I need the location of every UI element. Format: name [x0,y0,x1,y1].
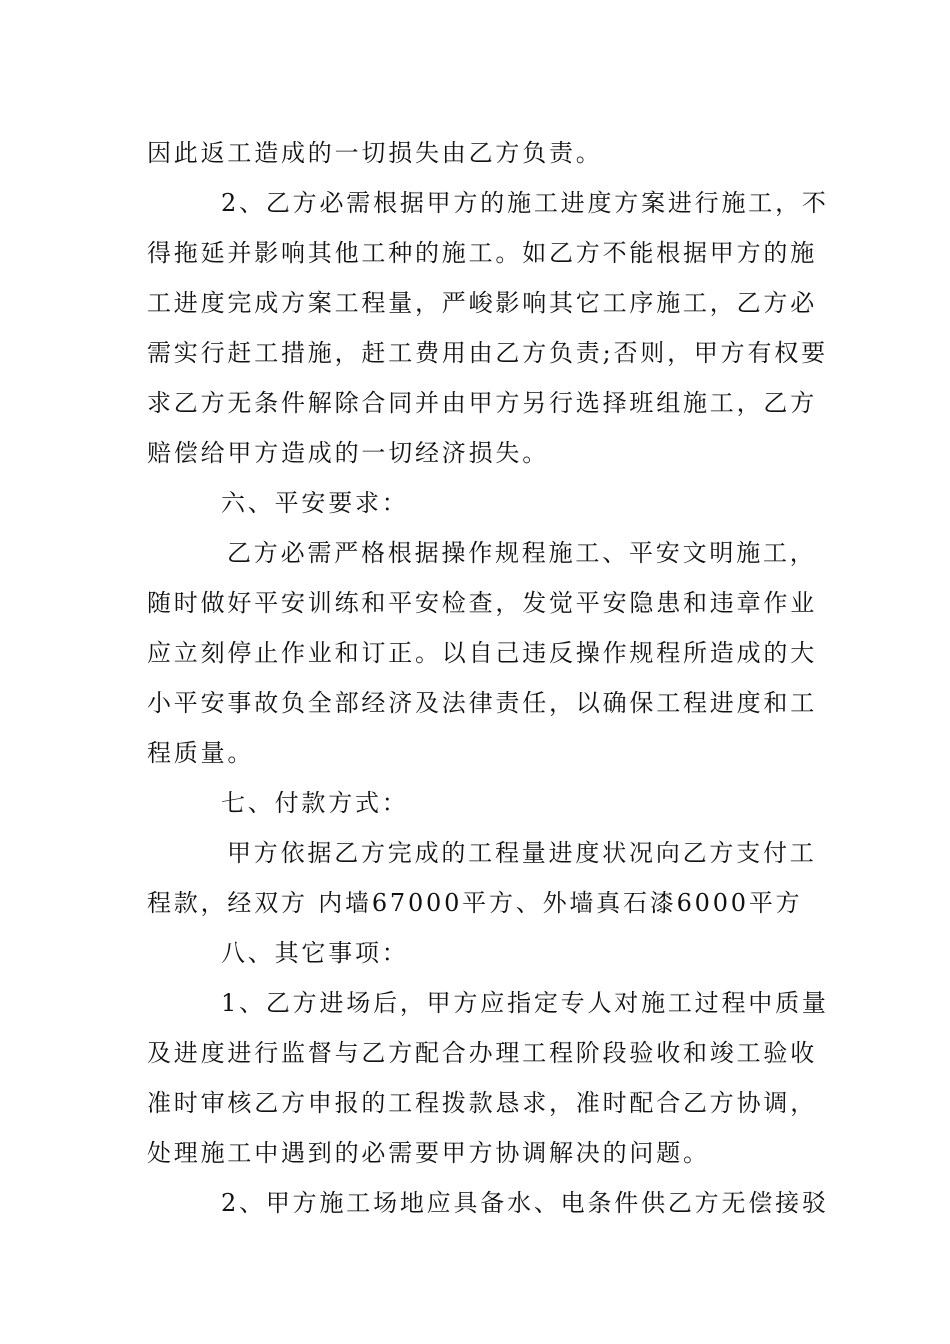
paragraph-line: 赔偿给甲方造成的一切经济损失。 [147,439,549,467]
section-heading: 六、平安要求： [221,489,409,517]
paragraph-line: 乙方必需严格根据操作规程施工、平安文明施工， [227,539,817,567]
paragraph-line: 求乙方无条件解除合同并由甲方另行选择班组施工，乙方 [147,389,817,417]
paragraph-line: 小平安事故负全部经济及法律责任，以确保工程进度和工 [147,689,817,717]
paragraph-line: 应立刻停止作业和订正。以自己违反操作规程所造成的大 [147,639,817,667]
paragraph-line: 因此返工造成的一切损失由乙方负责。 [147,139,603,167]
paragraph-line: 随时做好平安训练和平安检查，发觉平安隐患和违章作业 [147,589,817,617]
paragraph-line: 准时审核乙方申报的工程拨款恳求，准时配合乙方协调， [147,1089,817,1117]
paragraph-line: 程质量。 [147,739,255,767]
document-body [147,128,829,1228]
paragraph-line: 得拖延并影响其他工种的施工。如乙方不能根据甲方的施 [147,239,817,267]
paragraph-line: 1、乙方进场后，甲方应指定专人对施工过程中质量 [221,989,829,1017]
paragraph-line: 处理施工中遇到的必需要甲方协调解决的问题。 [147,1139,710,1167]
paragraph-line: 程款，经双方 内墙67000平方、外墙真石漆6000平方 [147,889,803,917]
paragraph-line: 及进度进行监督与乙方配合办理工程阶段验收和竣工验收 [147,1039,817,1067]
section-heading: 七、付款方式： [221,789,409,817]
paragraph-line: 需实行赶工措施，赶工费用由乙方负责;否则，甲方有权要 [147,339,828,367]
section-heading: 八、其它事项： [221,939,409,967]
paragraph-line: 2、乙方必需根据甲方的施工进度方案进行施工，不 [221,189,829,217]
paragraph-line: 2、甲方施工场地应具备水、电条件供乙方无偿接驳 [221,1189,829,1217]
paragraph-line: 甲方依据乙方完成的工程量进度状况向乙方支付工 [227,839,817,867]
paragraph-line: 工进度完成方案工程量，严峻影响其它工序施工，乙方必 [147,289,817,317]
